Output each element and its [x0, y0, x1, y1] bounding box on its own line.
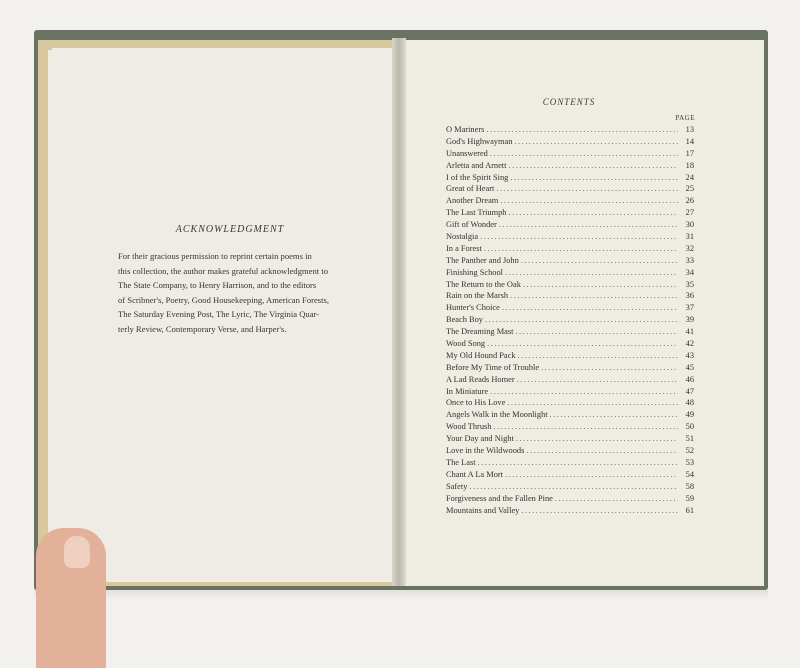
contents-list [446, 125, 694, 517]
contents-dot-leader [484, 244, 678, 253]
contents-entry-title: Beach Boy [446, 315, 483, 325]
contents-entry-page: 33 [685, 255, 694, 265]
book-gutter [392, 38, 406, 586]
contents-entry-title: The Last [446, 457, 476, 467]
contents-entry-page: 46 [685, 374, 694, 384]
contents-dot-leader [496, 184, 678, 193]
contents-dot-leader [516, 434, 678, 443]
contents-dot-leader [502, 303, 678, 312]
contents-entry [446, 422, 694, 434]
contents-entry [446, 196, 694, 208]
contents-entry-title: Wood Song [446, 339, 486, 349]
contents-dot-leader [555, 494, 678, 503]
contents-entry [446, 161, 694, 173]
contents-entry-page: 53 [685, 457, 694, 467]
contents-entry [446, 303, 694, 315]
contents-entry-title: Wood Thrush [446, 422, 492, 432]
contents-entry [446, 446, 694, 458]
contents-entry-page: 30 [685, 220, 694, 230]
contents-entry [446, 268, 694, 280]
contents-dot-leader [490, 387, 678, 396]
contents-entry [446, 173, 694, 185]
contents-entry-page: 42 [685, 339, 694, 349]
contents-entry [446, 375, 694, 387]
contents-dot-leader [521, 256, 678, 265]
contents-entry-title: God's Highwayman [446, 136, 513, 146]
contents-entry [446, 149, 694, 161]
contents-entry [446, 280, 694, 292]
contents-entry [446, 137, 694, 149]
contents-entry-page: 32 [685, 243, 694, 253]
contents-entry-title: In Miniature [446, 386, 489, 396]
contents-dot-leader [486, 125, 678, 134]
contents-entry-page: 58 [685, 481, 694, 491]
contents-entry [446, 291, 694, 303]
contents-entry [446, 494, 694, 506]
contents-entry-title: Rain on the Marsh [446, 291, 509, 301]
thumbnail-nail [64, 536, 90, 568]
contents-dot-leader [490, 149, 678, 158]
contents-dot-leader [517, 375, 678, 384]
contents-dot-leader [493, 422, 678, 431]
contents-entry-page: 35 [685, 279, 694, 289]
contents-entry-title: The Panther and John [446, 255, 519, 265]
contents-dot-leader [523, 280, 678, 289]
contents-dot-leader [508, 161, 678, 170]
contents-entry-title: Finishing School [446, 267, 504, 277]
contents-dot-leader [510, 173, 678, 182]
contents-entry-title: O Mariners [446, 125, 485, 134]
contents-entry-page: 47 [685, 386, 694, 396]
contents-entry-page: 45 [685, 362, 694, 372]
contents-entry-page: 41 [685, 327, 694, 337]
contents-entry [446, 339, 694, 351]
contents-entry-title: In a Forest [446, 243, 482, 253]
contents-entry-page: 54 [685, 469, 694, 479]
contents-entry [446, 256, 694, 268]
contents-entry [446, 220, 694, 232]
contents-entry-title: My Old Hound Pack [446, 350, 516, 360]
contents-dot-leader [541, 363, 678, 372]
contents-dot-leader [518, 351, 678, 360]
contents-entry [446, 184, 694, 196]
contents-entry-title: A Lad Reads Homer [446, 374, 515, 384]
contents-entry-page: 48 [685, 398, 694, 408]
contents-entry-page: 52 [685, 446, 694, 456]
contents-dot-leader [487, 339, 678, 348]
contents-entry-page: 36 [685, 291, 694, 301]
acknowledgment-line: terly Review, Contemporary Verse, and Harper's. [118, 323, 287, 334]
contents-entry [446, 125, 694, 137]
contents-entry-page: 24 [685, 172, 694, 182]
contents-entry-page: 25 [685, 184, 694, 194]
contents-title: CONTENTS [542, 97, 596, 107]
contents-dot-leader [480, 232, 678, 241]
acknowledgment-line: this collection, the author makes grateful acknowledgment to [118, 265, 329, 276]
contents-dot-leader [485, 315, 678, 324]
contents-entry-title: Angels Walk in the Moonlight [446, 410, 548, 420]
acknowledgment-title: ACKNOWLEDGMENT [175, 224, 285, 235]
contents-entry [446, 398, 694, 410]
acknowledgment-line: For their gracious permission to reprint certain poems in [118, 251, 312, 261]
contents-entry-page: 26 [685, 196, 694, 206]
contents-entry-page: 31 [685, 232, 694, 242]
contents-entry-page: 13 [685, 125, 694, 134]
contents-dot-leader [515, 327, 678, 336]
contents-dot-leader [500, 196, 678, 205]
contents-dot-leader [505, 470, 678, 479]
contents-dot-leader [478, 458, 678, 467]
contents-dot-leader [507, 398, 678, 407]
contents-entry-title: Your Day and Night [446, 434, 514, 444]
contents-entry-page: 43 [685, 350, 694, 360]
contents-entry [446, 458, 694, 470]
contents-entry-title: Chant A La Mort [446, 469, 503, 479]
contents-entry-title: The Last Triumph [446, 208, 507, 218]
contents-entry-title: Another Dream [446, 196, 499, 206]
contents-entry [446, 327, 694, 339]
contents-entry-page: 49 [685, 410, 694, 420]
contents-entry-title: Love in the Wildwoods [446, 446, 525, 456]
acknowledgment-line: of Scribner's, Poetry, Good Housekeeping, American Forests, [118, 294, 330, 305]
acknowledgment-text [118, 249, 358, 337]
contents-entry-title: Unanswered [446, 148, 488, 158]
contents-entry-title: Before My Time of Trouble [446, 362, 540, 372]
contents-dot-leader [499, 220, 678, 229]
contents-entry [446, 315, 694, 327]
contents-entry-title: Forgiveness and the Fallen Pine [446, 493, 553, 503]
contents-dot-leader [514, 137, 678, 146]
acknowledgment-line: The State Company, to Henry Harrison, and to the editors [118, 280, 317, 291]
contents-entry [446, 363, 694, 375]
contents-entry [446, 387, 694, 399]
contents-entry-title: Arletta and Arnett [446, 160, 507, 170]
contents-entry [446, 232, 694, 244]
contents-entry-page: 39 [685, 315, 694, 325]
contents-entry-page: 14 [685, 136, 694, 146]
contents-entry-title: The Dreaming Mast [446, 327, 514, 337]
contents-dot-leader [469, 482, 678, 491]
contents-dot-leader [521, 506, 678, 515]
contents-entry-title: Safety [446, 481, 468, 491]
contents-entry [446, 410, 694, 422]
contents-dot-leader [526, 446, 678, 455]
contents-dot-leader [509, 208, 679, 217]
contents-entry-page: 27 [685, 208, 694, 218]
contents-entry-page: 18 [685, 160, 694, 170]
contents-entry-page: 59 [685, 493, 694, 503]
contents-entry-page: 51 [685, 434, 694, 444]
contents-entry-page: 61 [685, 505, 694, 515]
contents-entry-title: Great of Heart [446, 184, 495, 194]
contents-entry-page: 50 [685, 422, 694, 432]
contents-dot-leader [510, 291, 678, 300]
contents-entry [446, 506, 694, 518]
contents-entry [446, 482, 694, 494]
contents-entry-title: I of the Spirit Sing [446, 172, 509, 182]
contents-entry [446, 434, 694, 446]
contents-entry-title: The Return to the Oak [446, 279, 521, 289]
contents-entry [446, 351, 694, 363]
contents-entry-page: 37 [685, 303, 694, 313]
contents-entry [446, 470, 694, 482]
contents-entry-title: Mountains and Valley [446, 505, 520, 515]
contents-entry-title: Gift of Wonder [446, 220, 497, 230]
contents-dot-leader [550, 410, 678, 419]
contents-entry-page: 17 [685, 148, 694, 158]
contents-entry-title: Hunter's Choice [446, 303, 500, 313]
contents-entry [446, 244, 694, 256]
contents-entry-title: Once to His Love [446, 398, 506, 408]
contents-entry-title: Nostalgia [446, 232, 479, 242]
contents-entry-page: 34 [685, 267, 694, 277]
acknowledgment-line: The Saturday Evening Post, The Lyric, The Virginia Quar- [118, 309, 320, 320]
contents-dot-leader [505, 268, 678, 277]
contents-entry [446, 208, 694, 220]
contents-page-label: PAGE [675, 114, 695, 122]
